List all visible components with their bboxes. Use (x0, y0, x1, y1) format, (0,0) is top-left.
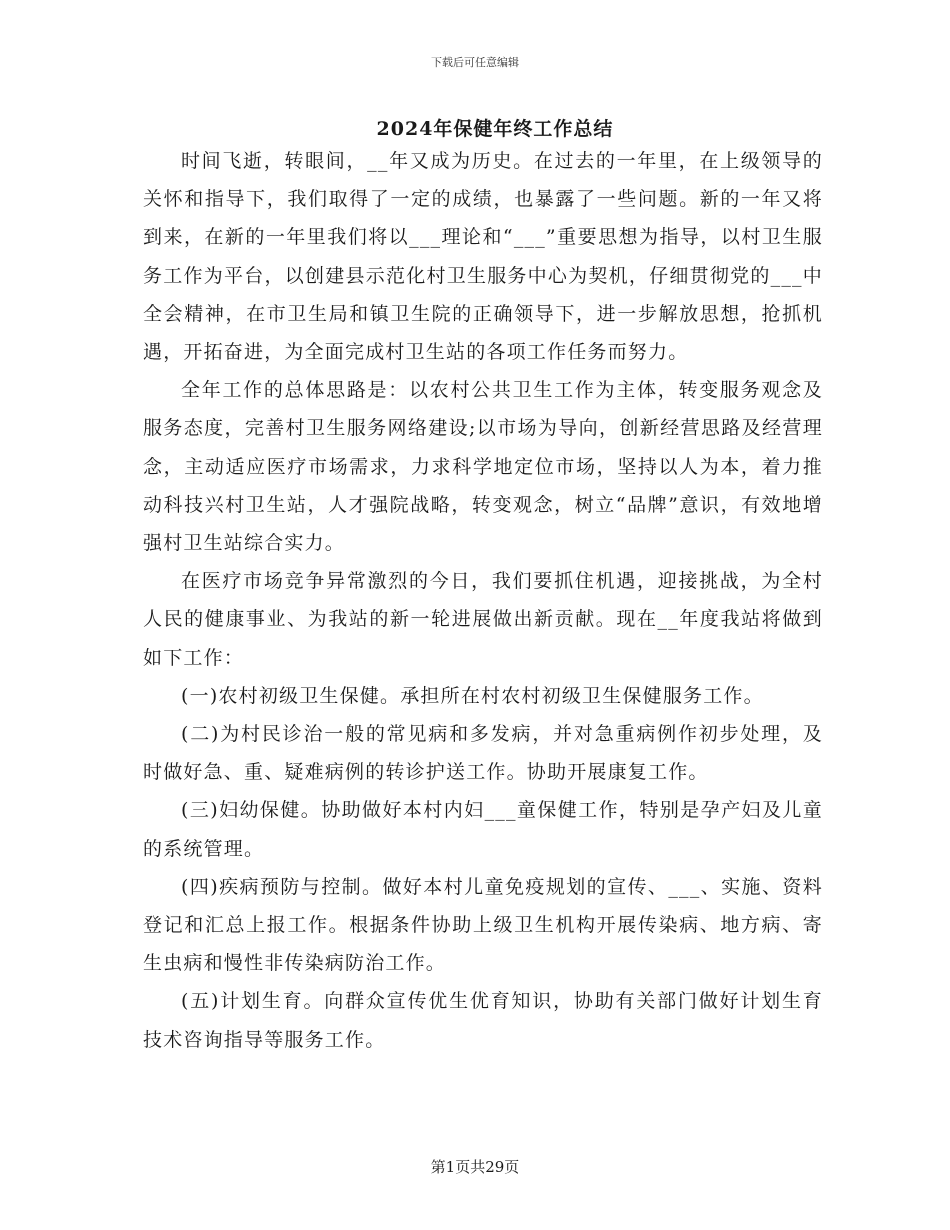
paragraph-item-1: (一)农村初级卫生保健。承担所在村农村初级卫生保健服务工作。 (181, 684, 764, 707)
paragraph-item-3: (三)妇幼保健。协助做好本村内妇___童保健工作，特别是孕产妇及儿童的系统管理。 (143, 799, 823, 860)
paragraph-item-5: (五)计划生育。向群众宣传优生优育知识，协助有关部门做好计划生育技术咨询指导等服务工作。 (143, 990, 823, 1051)
download-note: 下载后可任意编辑 (431, 56, 519, 69)
paragraph-item-2: (二)为村民诊治一般的常见病和多发病，并对急重病例作初步处理，及时做好急、重、疑难病例的转诊护送工作。协助开展康复工作。 (143, 723, 823, 784)
paragraph-work-plan: 在医疗市场竞争异常激烈的今日，我们要抓住机遇，迎接挑战，为全村人民的健康事业、为我站的新一轮进展做出新贡献。现在__年度我站将做到如下工作： (143, 570, 823, 669)
paragraph-item-4: (四)疾病预防与控制。做好本村儿童免疫规划的宣传、___、实施、资料登记和汇总上报工作。根据条件协助上级卫生机构开展传染病、地方病、寄生虫病和慢性非传染病防治工作。 (143, 875, 823, 975)
document-body (143, 142, 823, 1059)
paragraph-intro: 时间飞逝，转眼间，__年又成为历史。在过去的一年里，在上级领导的关怀和指导下，我们取得了一定的成绩，也暴露了一些问题。新的一年又将到来，在新的一年里我们将以___理论和“___”重要思想为指导，以村卫生服务工作为平台，以创建县示范化村卫生服务中心为契机，仔细贯彻党的___中全会精神，在市卫生局和镇卫生院的正确领导下，进一步解放思想，抢抓机遇，开拓奋进，为全面完成村卫生站的各项工作任务而努力。 (143, 150, 823, 364)
page-number: 第1页共29页 (430, 1158, 520, 1176)
document-title: 2024年保健年终工作总结 (376, 118, 614, 140)
paragraph-overall-approach: 全年工作的总体思路是：以农村公共卫生工作为主体，转变服务观念及服务态度，完善村卫生服务网络建设;以市场为导向，创新经营思路及经营理念，主动适应医疗市场需求，力求科学地定位市场，坚持以人为本，着力推动科技兴村卫生站，人才强院战略，转变观念，树立“品牌”意识，有效地增强村卫生站综合实力。 (143, 379, 823, 555)
